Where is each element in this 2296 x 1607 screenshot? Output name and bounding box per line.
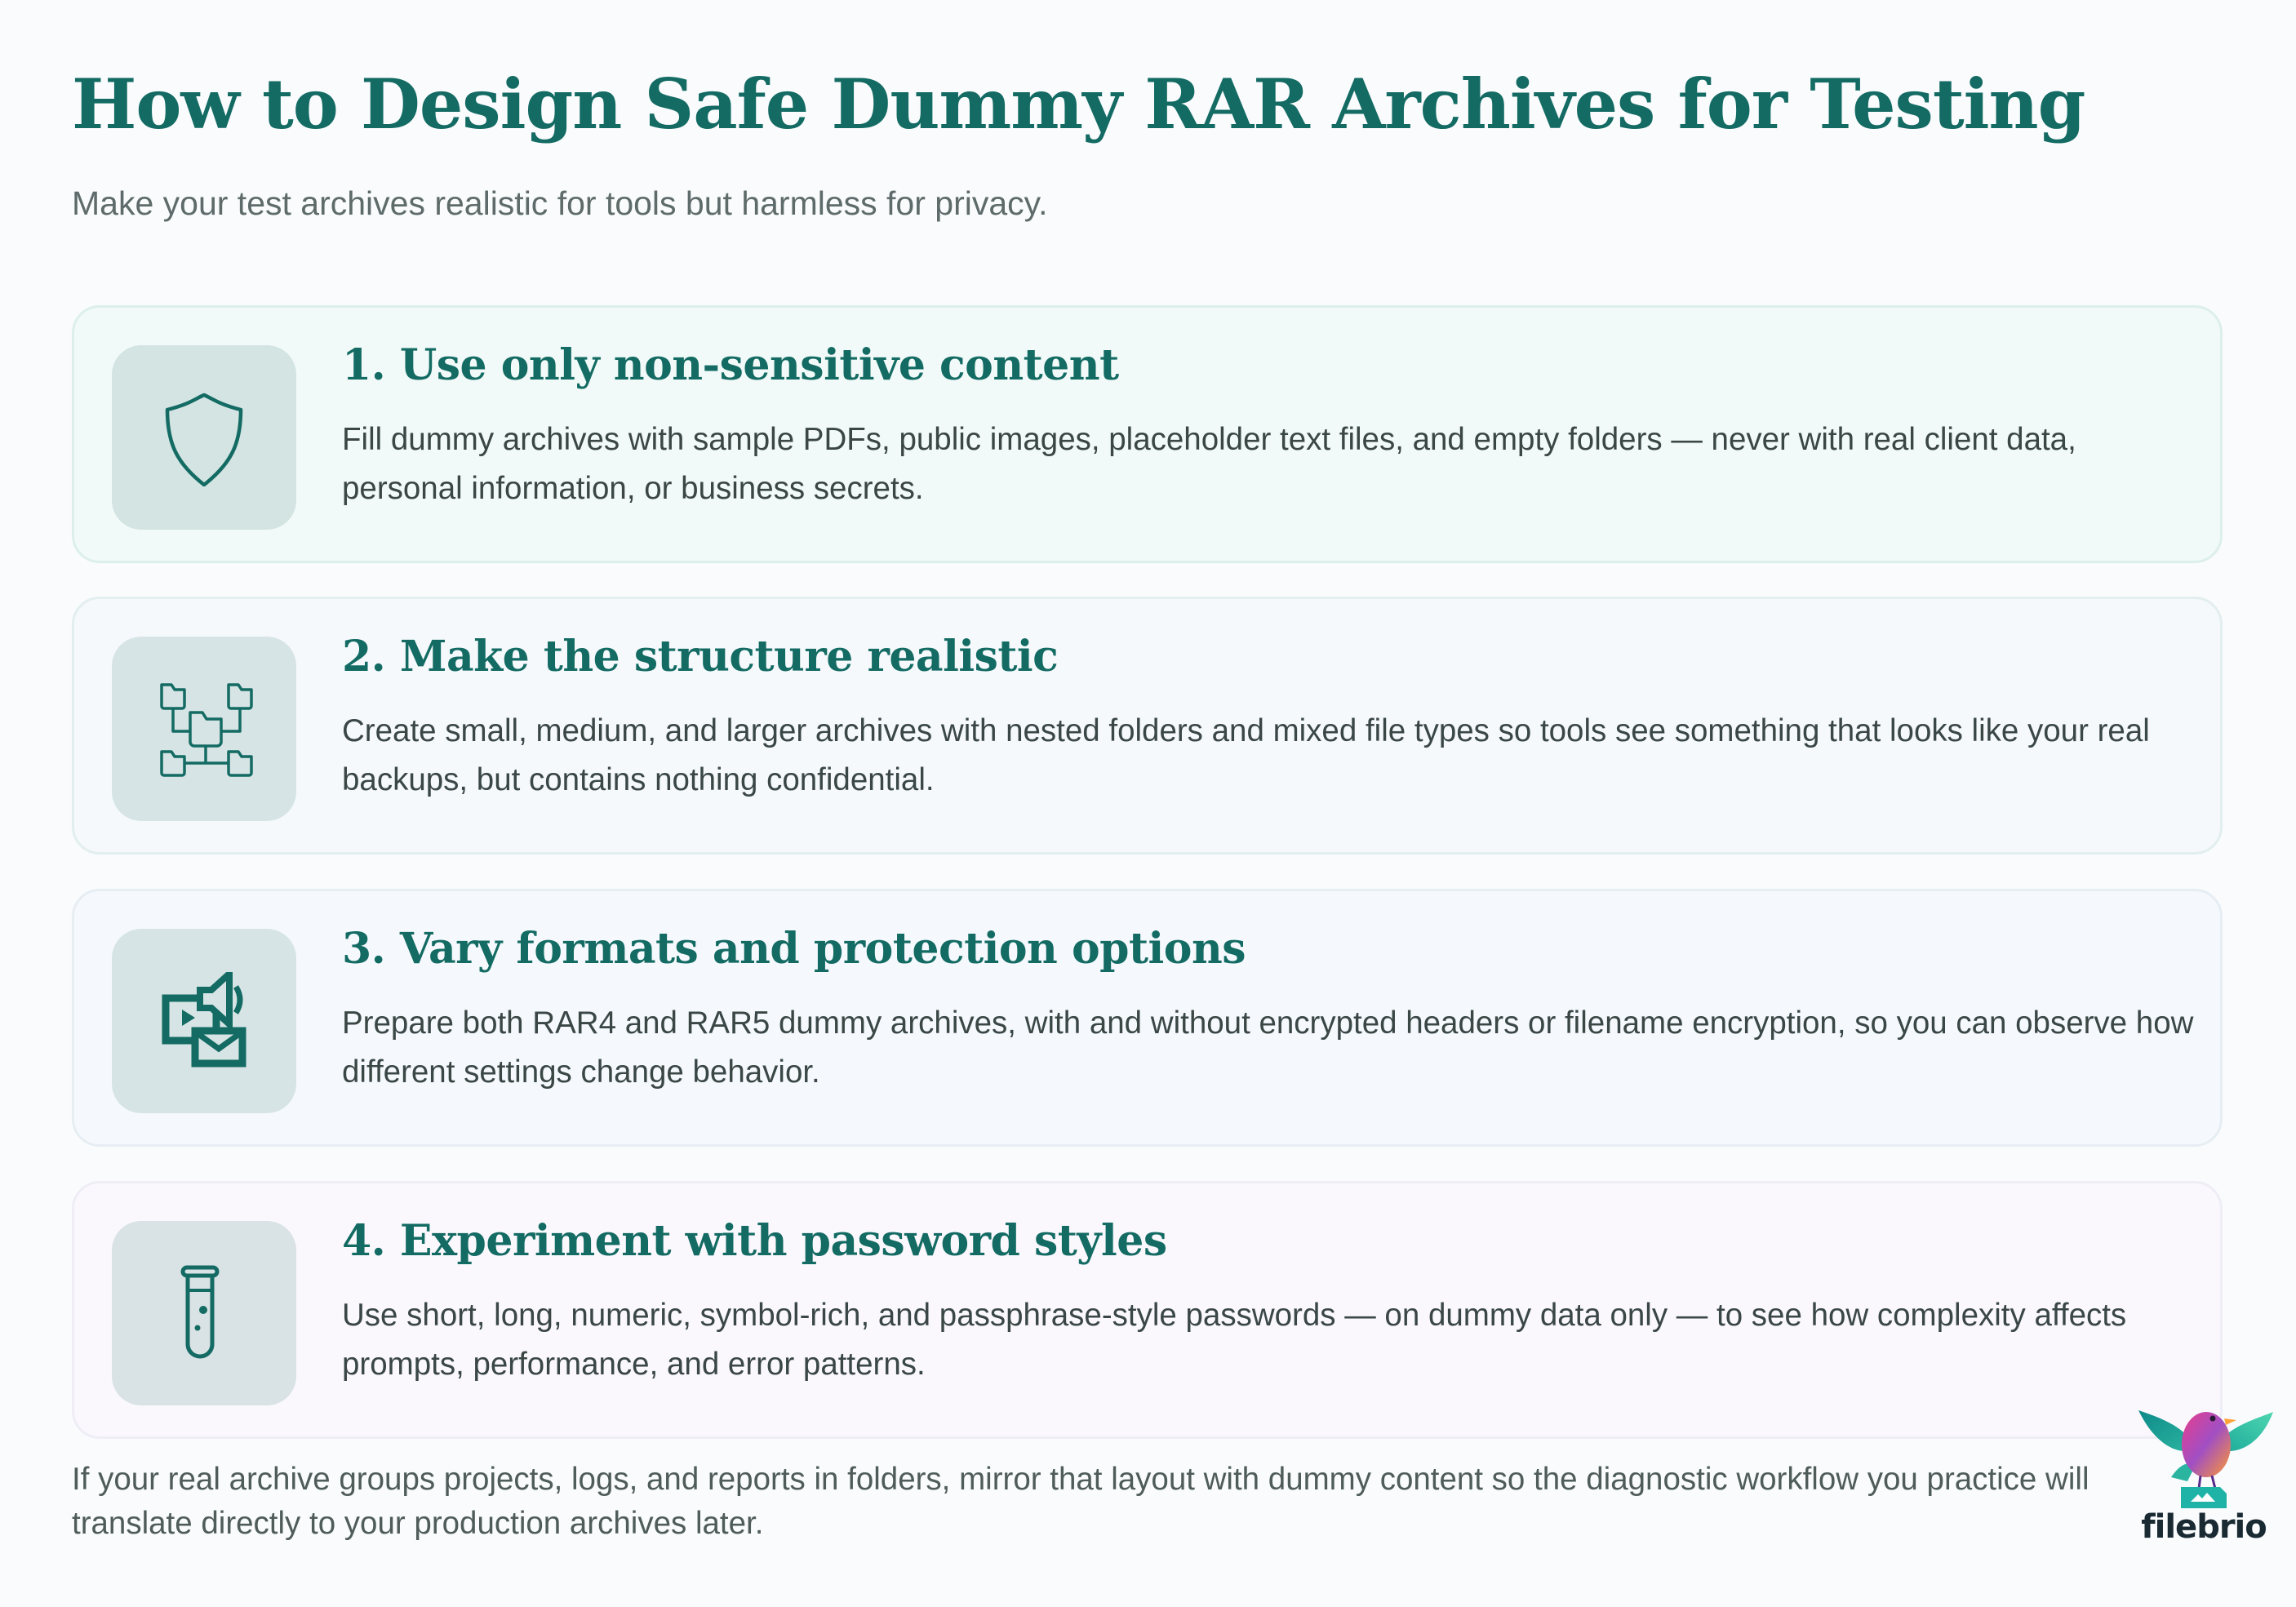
brand-logo <box>2122 1387 2285 1551</box>
footer-note: If your real archive groups projects, logs, and reports in folders, mirror that layout with dummy content so the diagnostic workflow you practice will translate directly to your production archives later. <box>72 1462 2089 1541</box>
card-title: 4. Experiment with password styles <box>342 1216 1167 1266</box>
card-title: 3. Vary formats and protection options <box>342 924 1246 974</box>
icon-tile <box>112 637 296 821</box>
folder-tree-icon <box>155 680 253 778</box>
card-body: Create small, medium, and larger archives with nested folders and mixed file types so tools see something that looks like your real backups, but contains nothing confidential. <box>342 713 2150 797</box>
card-body: Prepare both RAR4 and RAR5 dummy archives, with and without encrypted headers or filename encryption, so you can observe how different settings change behavior. <box>342 1005 2194 1090</box>
test-tube-icon <box>180 1264 229 1362</box>
card-body: Use short, long, numeric, symbol-rich, and passphrase-style passwords — on dummy data only — to see how complexity affects prompts, performance, and error patterns. <box>342 1298 2127 1382</box>
page-title: How to Design Safe Dummy RAR Archives for Testing <box>72 64 2085 144</box>
page-subtitle: Make your test archives realistic for tools but harmless for privacy. <box>72 184 1048 222</box>
tip-card-non-sensitive-content <box>72 305 2223 563</box>
multimedia-icon <box>159 972 249 1070</box>
card-title: 1. Use only non-sensitive content <box>342 340 1119 390</box>
shield-icon <box>159 388 249 486</box>
icon-tile <box>112 1221 296 1405</box>
bird-mascot-icon <box>2122 1387 2285 1510</box>
tip-card-realistic-structure <box>72 597 2223 855</box>
icon-tile <box>112 345 296 530</box>
icon-tile <box>112 929 296 1113</box>
card-body: Fill dummy archives with sample PDFs, public images, placeholder text files, and empty folders — never with real client data, personal information, or business secrets. <box>342 422 2076 506</box>
brand-name: filebrio <box>2141 1508 2267 1546</box>
tip-card-formats-protection <box>72 889 2223 1147</box>
tip-card-password-styles <box>72 1181 2223 1439</box>
card-title: 2. Make the structure realistic <box>342 632 1059 681</box>
